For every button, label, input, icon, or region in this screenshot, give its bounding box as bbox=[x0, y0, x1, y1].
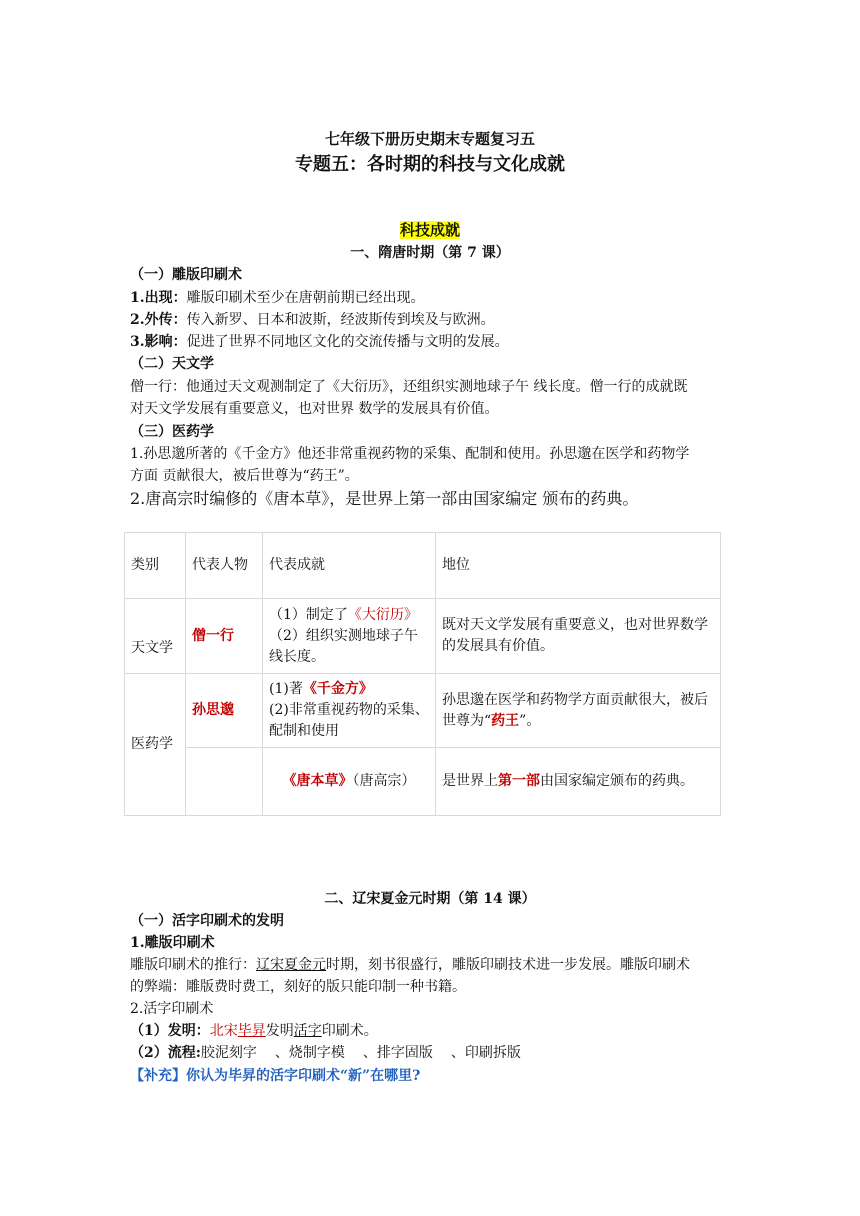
table-header-row bbox=[125, 533, 721, 599]
med-status-prefix: 孙思邈在医学和药物学方面贡献很大，被后世尊为“ bbox=[442, 691, 708, 729]
part2-sub1: （一）活字印刷术的发明 bbox=[130, 913, 284, 929]
med-ach-2: (2)非常重视药物的采集、配制和使用 bbox=[269, 702, 429, 739]
book-status-first: 第一部 bbox=[498, 773, 540, 789]
line1-prefix: 雕版印刷术的推行： bbox=[130, 957, 256, 973]
astro-achievement bbox=[263, 599, 436, 674]
process-step: 胶泥刻字 bbox=[200, 1045, 257, 1061]
med-achievement bbox=[263, 674, 436, 748]
med-line2: 方面 贡献很大，被后世尊为“药王”。 bbox=[130, 468, 359, 484]
p2-line bbox=[130, 309, 735, 331]
header-achievement: 代表成就 bbox=[263, 533, 436, 599]
book-status-prefix: 是世界上 bbox=[442, 773, 498, 789]
table-row bbox=[125, 748, 721, 816]
book-achievement bbox=[263, 748, 436, 816]
astro-category: 天文学 bbox=[125, 599, 186, 674]
invent-line bbox=[130, 1020, 735, 1042]
book-ach-title: 《唐本草》 bbox=[282, 773, 353, 789]
med-category: 医药学 bbox=[125, 674, 186, 816]
supplement-line bbox=[130, 1065, 735, 1087]
med-ach-1-book: 《千金方》 bbox=[302, 681, 373, 697]
supplement-question: 你认为毕昇的活字印刷术“新”在哪里? bbox=[186, 1068, 421, 1084]
part2-item1: 1.雕版印刷术 bbox=[130, 935, 215, 951]
part1-heading: 一、隋唐时期（第 7 课） bbox=[350, 245, 510, 261]
part2-line1 bbox=[130, 954, 735, 976]
book-person-empty bbox=[186, 748, 263, 816]
part2-item2: 2.活字印刷术 bbox=[130, 1001, 214, 1017]
p1-text: 雕版印刷术至少在唐朝前期已经出现。 bbox=[186, 290, 425, 306]
p3-label: 3.影响： bbox=[130, 334, 187, 350]
astro-line2: 对天文学发展有重要意义，也对世界 数学的发展具有价值。 bbox=[130, 401, 499, 417]
med-ach-1 bbox=[269, 679, 429, 700]
astro-ach-1 bbox=[269, 605, 429, 626]
part2-line2: 的弊端：雕版费时费工，刻好的版只能印制一种书籍。 bbox=[130, 979, 466, 995]
section-tag bbox=[0, 219, 860, 240]
invent-type: 活字 bbox=[293, 1023, 322, 1039]
med-person: 孙思邈 bbox=[186, 674, 263, 748]
book-status bbox=[436, 748, 721, 816]
table-row bbox=[125, 674, 721, 748]
achievement-table bbox=[124, 532, 721, 816]
invent-dynasty: 北宋 bbox=[209, 1023, 238, 1039]
book-status-suffix: 由国家编定颁布的药典。 bbox=[540, 773, 694, 789]
astro-line1: 僧一行：他通过天文观测制定了《大衍历》，还组织实测地球子午 线长度。僧一行的成就既 bbox=[130, 379, 688, 395]
p1-label: 1.出现： bbox=[130, 290, 187, 306]
part2-heading: 二、辽宋夏金元时期（第 14 课） bbox=[324, 891, 536, 907]
p1-line bbox=[130, 287, 735, 309]
med-ach-1-prefix: (1)著 bbox=[269, 681, 303, 697]
header-person: 代表人物 bbox=[186, 533, 263, 599]
header-category: 类别 bbox=[125, 533, 186, 599]
process-step: 烧制字模 bbox=[288, 1045, 345, 1061]
document-title: 专题五：各时期的科技与文化成就 bbox=[295, 154, 565, 175]
invent-verb: 发明 bbox=[265, 1023, 294, 1039]
part1-sub2: （二）天文学 bbox=[130, 356, 214, 372]
p2-text: 传入新罗、日本和波斯，经波斯传到埃及与欧洲。 bbox=[186, 312, 495, 328]
med-status-suffix: ”。 bbox=[519, 712, 541, 729]
process-step: 印刷拆版 bbox=[464, 1045, 521, 1061]
process-line: （2）流程:胶泥刻字 、烧制字模 、排字固版 、印刷拆版 bbox=[130, 1045, 521, 1061]
astro-person: 僧一行 bbox=[186, 599, 263, 674]
med-line3: 2.唐高宗时编修的《唐本草》，是世界上第一部由国家编定 颁布的药典。 bbox=[130, 489, 639, 508]
line1-suffix: 时期，刻书很盛行，雕版印刷技术进一步发展。雕版印刷术 bbox=[326, 957, 690, 973]
supplement-tag: 【补充】 bbox=[130, 1068, 186, 1084]
med-status-title: 药王 bbox=[491, 712, 520, 729]
table-row bbox=[125, 599, 721, 674]
invent-label: （1）发明： bbox=[130, 1023, 210, 1039]
astro-ach-2: （2）组织实测地球子午线长度。 bbox=[269, 627, 418, 665]
astro-status: 既对天文学发展有重要意义，也对世界数学的发展具有价值。 bbox=[436, 599, 721, 674]
line1-period: 辽宋夏金元 bbox=[256, 957, 326, 973]
p3-text: 促进了世界不同地区文化的交流传播与文明的发展。 bbox=[186, 334, 509, 350]
med-status bbox=[436, 674, 721, 748]
astro-ach-1-book: 《大衍历》 bbox=[347, 606, 418, 623]
header-status: 地位 bbox=[436, 533, 721, 599]
astro-ach-1-prefix: （1）制定了 bbox=[269, 606, 348, 623]
document-subtitle: 七年级下册历史期末专题复习五 bbox=[324, 130, 535, 148]
process-step: 排字固版 bbox=[376, 1045, 433, 1061]
med-line1: 1.孙思邈所著的《千金方》他还非常重视药物的采集、配制和使用。孙思邈在医学和药物学 bbox=[130, 446, 690, 462]
invent-person: 毕昇 bbox=[237, 1023, 266, 1039]
part1-sub1: （一）雕版印刷术 bbox=[130, 267, 242, 283]
p3-line bbox=[130, 331, 735, 353]
part1-sub3: （三）医药学 bbox=[130, 424, 214, 440]
process-label: （2）流程: bbox=[130, 1045, 201, 1061]
p2-label: 2.外传： bbox=[130, 312, 187, 328]
book-ach-emperor: （唐高宗） bbox=[352, 773, 416, 789]
section-tag-label: 科技成就 bbox=[399, 221, 460, 239]
invent-suffix: 印刷术。 bbox=[321, 1023, 378, 1039]
